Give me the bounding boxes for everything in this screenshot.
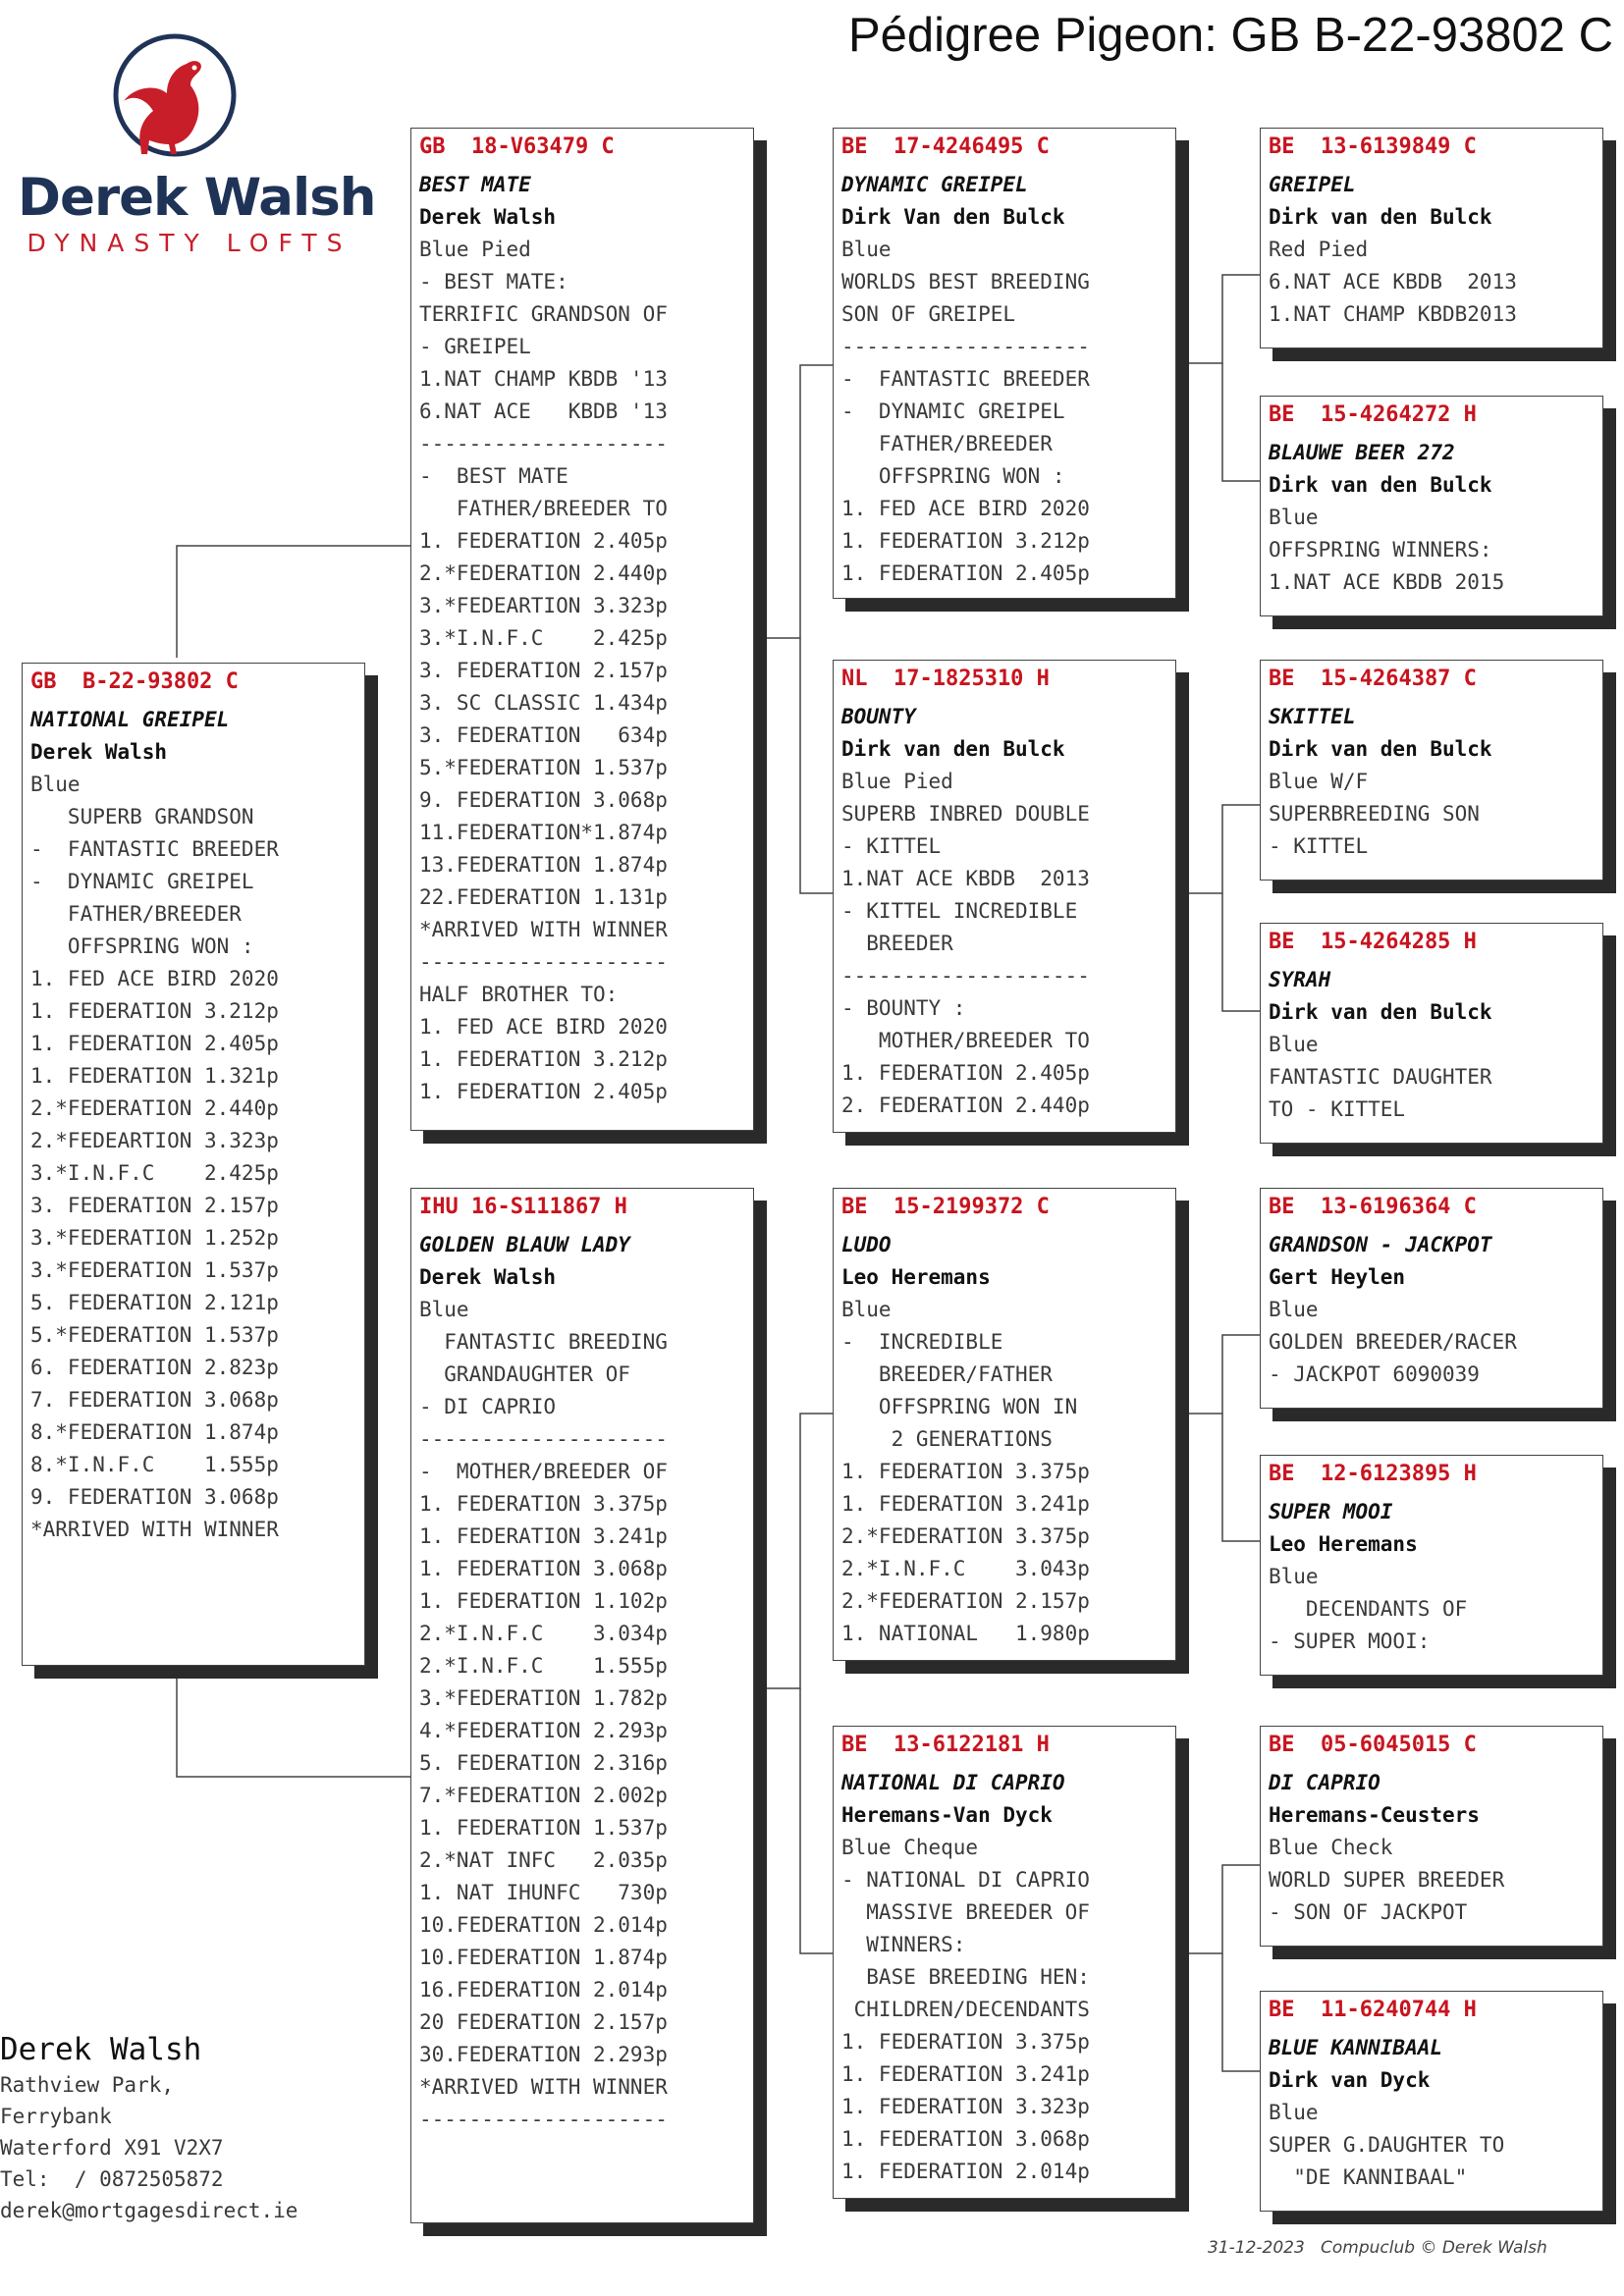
pedigree-line: Blue — [30, 773, 81, 796]
pedigree-line: 5. FEDERATION 2.121p — [30, 1291, 279, 1314]
pedigree-line: 11.FEDERATION*1.874p — [419, 821, 668, 844]
ring-number: BE 17-4246495 C — [841, 134, 1050, 159]
pedigree-line: 10.FEDERATION 2.014p — [419, 1913, 668, 1937]
pedigree-line: Blue — [841, 1298, 892, 1321]
pedigree-line: 2.*FEDERATION 2.440p — [419, 561, 668, 585]
pedigree-line: Blue — [1269, 1565, 1319, 1588]
pedigree-line: 2.*FEDEARTION 3.323p — [30, 1129, 279, 1152]
pedigree-lines — [419, 234, 745, 1108]
logo-subtitle: DYNASTY LOFTS — [27, 229, 352, 257]
pedigree-line: 2.*NAT INFC 2.035p — [419, 1848, 668, 1872]
pigeon-name: BOUNTY — [841, 705, 916, 728]
pedigree-card-ds — [833, 1188, 1176, 1661]
pedigree-line: 30.FEDERATION 2.293p — [419, 2043, 668, 2066]
ring-number: BE 15-4264272 H — [1269, 402, 1477, 427]
pedigree-line: SON OF GREIPEL — [841, 302, 1016, 326]
pedigree-lines — [841, 766, 1167, 1122]
ring-number: NL 17-1825310 H — [841, 667, 1050, 691]
pedigree-line: 1. FEDERATION 3.375p — [841, 2030, 1090, 2054]
pedigree-line: 1. FEDERATION 1.537p — [419, 1816, 668, 1840]
pedigree-line: FATHER/BREEDER — [30, 902, 242, 926]
pigeon-name: LUDO — [841, 1233, 892, 1256]
pedigree-line: - FANTASTIC BREEDER — [30, 837, 279, 861]
footer-credit: 31-12-2023 Compuclub © Derek Walsh — [1208, 2238, 1547, 2258]
pedigree-card-sss — [1260, 128, 1603, 348]
pedigree-card-sd — [833, 660, 1176, 1133]
pedigree-line: OFFSPRING WINNERS: — [1269, 538, 1492, 561]
breeder-name: Derek Walsh — [419, 205, 557, 229]
pedigree-line: 1. FEDERATION 2.405p — [30, 1032, 279, 1055]
pedigree-line: - KITTEL INCREDIBLE — [841, 899, 1078, 923]
breeder-name: Derek Walsh — [30, 740, 168, 764]
pigeon-name: DI CAPRIO — [1269, 1771, 1380, 1794]
pedigree-line: 3.*I.N.F.C 2.425p — [30, 1161, 279, 1185]
pedigree-line: GRANDAUGHTER OF — [419, 1362, 630, 1386]
pedigree-lines — [841, 1294, 1167, 1650]
pedigree-line: 20 FEDERATION 2.157p — [419, 2010, 668, 2034]
pedigree-lines — [841, 1832, 1167, 2188]
pedigree-line: 3. FEDERATION 2.157p — [30, 1194, 279, 1217]
pedigree-line: 2. FEDERATION 2.440p — [841, 1094, 1090, 1117]
pedigree-line: 2.*FEDERATION 2.440p — [30, 1096, 279, 1120]
pedigree-line: 3.*FEDERATION 1.782p — [419, 1686, 668, 1710]
ring-number: GB 18-V63479 C — [419, 134, 615, 159]
pedigree-line: 13.FEDERATION 1.874p — [419, 853, 668, 877]
pedigree-line: -------------------- — [419, 1427, 668, 1451]
contact-email: derek@mortgagesdirect.ie — [0, 2199, 298, 2222]
pedigree-line: 2.*FEDERATION 2.157p — [841, 1589, 1090, 1613]
pedigree-line: - DI CAPRIO — [419, 1395, 557, 1418]
pedigree-line: -------------------- — [841, 335, 1090, 358]
pedigree-line: 1. FEDERATION 3.212p — [419, 1047, 668, 1071]
pedigree-card-subject — [22, 663, 365, 1666]
pedigree-line: 2.*FEDERATION 3.375p — [841, 1524, 1090, 1548]
pedigree-line: 7.*FEDERATION 2.002p — [419, 1784, 668, 1807]
pedigree-line: Blue Pied — [419, 238, 531, 261]
pedigree-line: - DYNAMIC GREIPEL — [30, 870, 254, 893]
pedigree-line: 1. FED ACE BIRD 2020 — [30, 967, 279, 990]
pedigree-line: CHILDREN/DECENDANTS — [841, 1998, 1090, 2021]
pedigree-line: - NATIONAL DI CAPRIO — [841, 1868, 1090, 1892]
pigeon-name: GREIPEL — [1269, 173, 1356, 196]
pedigree-line: *ARRIVED WITH WINNER — [419, 2075, 668, 2099]
pedigree-line: - BOUNTY : — [841, 996, 966, 1020]
pedigree-line: 1. FEDERATION 3.241p — [419, 1524, 668, 1548]
pedigree-card-dss — [1260, 1188, 1603, 1409]
pedigree-line: *ARRIVED WITH WINNER — [30, 1518, 279, 1541]
breeder-name: Dirk van den Bulck — [1269, 473, 1492, 497]
pigeon-name: DYNAMIC GREIPEL — [841, 173, 1028, 196]
pedigree-line: 1. FEDERATION 3.212p — [30, 999, 279, 1023]
pedigree-line: 1. FED ACE BIRD 2020 — [841, 497, 1090, 520]
pedigree-line: Red Pied — [1269, 238, 1369, 261]
pedigree-line: Blue — [1269, 506, 1319, 529]
pigeon-name: SYRAH — [1269, 968, 1331, 991]
pedigree-line: "DE KANNIBAAL" — [1269, 2165, 1468, 2189]
ring-number: BE 13-6139849 C — [1269, 134, 1477, 159]
pedigree-line: 3. FEDERATION 634p — [419, 723, 668, 747]
breeder-name: Leo Heremans — [1269, 1532, 1418, 1556]
pedigree-line: WORLD SUPER BREEDER — [1269, 1868, 1505, 1892]
pedigree-line: FATHER/BREEDER TO — [419, 497, 668, 520]
pigeon-name: SUPER MOOI — [1269, 1500, 1393, 1523]
pedigree-line: 3.*FEDERATION 1.537p — [30, 1258, 279, 1282]
ring-number: IHU 16-S111867 H — [419, 1195, 627, 1219]
breeder-name: Dirk van den Bulck — [1269, 737, 1492, 761]
pedigree-line: 3.*FEDEARTION 3.323p — [419, 594, 668, 617]
pedigree-line: - JACKPOT 6090039 — [1269, 1362, 1480, 1386]
pedigree-line: SUPERBREEDING SON — [1269, 802, 1480, 826]
pedigree-line: 8.*I.N.F.C 1.555p — [30, 1453, 279, 1476]
pedigree-line: Blue Cheque — [841, 1836, 979, 1859]
pedigree-line: WORLDS BEST BREEDING — [841, 270, 1090, 294]
pedigree-line: - KITTEL — [841, 834, 942, 858]
pedigree-line: TO - KITTEL — [1269, 1097, 1406, 1121]
breeder-name: Dirk van den Bulck — [1269, 1000, 1492, 1024]
ring-number: BE 11-6240744 H — [1269, 1998, 1477, 2022]
pedigree-lines — [30, 769, 356, 1546]
pedigree-line: OFFSPRING WON : — [30, 934, 254, 958]
contact-address-line: Rathview Park, — [0, 2073, 175, 2097]
pedigree-line: Blue — [419, 1298, 469, 1321]
breeder-name: Heremans-Van Dyck — [841, 1803, 1053, 1827]
pedigree-line: - BEST MATE: — [419, 270, 568, 294]
ring-number: BE 15-4264285 H — [1269, 930, 1477, 954]
pigeon-name: GRANDSON - JACKPOT — [1269, 1233, 1492, 1256]
pedigree-line: 1. FEDERATION 2.405p — [841, 1061, 1090, 1085]
pedigree-line: HALF BROTHER TO: — [419, 983, 619, 1006]
pedigree-card-dam — [410, 1188, 754, 2223]
ring-number: BE 15-4264387 C — [1269, 667, 1477, 691]
pedigree-line: 1.NAT CHAMP KBDB '13 — [419, 367, 668, 391]
pedigree-line: -------------------- — [419, 950, 668, 974]
pedigree-line: 8.*FEDERATION 1.874p — [30, 1420, 279, 1444]
pedigree-line: DECENDANTS OF — [1269, 1597, 1468, 1621]
pedigree-line: FATHER/BREEDER — [841, 432, 1053, 455]
pedigree-line: 22.FEDERATION 1.131p — [419, 885, 668, 909]
breeder-name: Dirk van den Bulck — [841, 737, 1065, 761]
pedigree-line: - SUPER MOOI: — [1269, 1629, 1431, 1653]
ring-number: GB B-22-93802 C — [30, 669, 239, 694]
pedigree-line: 6. FEDERATION 2.823p — [30, 1356, 279, 1379]
pedigree-line: 1. FEDERATION 3.068p — [841, 2127, 1090, 2151]
pedigree-line: 1. FEDERATION 3.375p — [419, 1492, 668, 1516]
pedigree-line: 7. FEDERATION 3.068p — [30, 1388, 279, 1412]
pedigree-line: 5.*FEDERATION 1.537p — [419, 756, 668, 779]
breeder-name: Dirk Van den Bulck — [841, 205, 1065, 229]
pedigree-line: 1. FEDERATION 2.014p — [841, 2160, 1090, 2183]
pedigree-line: 1. FEDERATION 3.375p — [841, 1460, 1090, 1483]
pigeon-name: GOLDEN BLAUW LADY — [419, 1233, 630, 1256]
pedigree-line: 1. FEDERATION 1.321p — [30, 1064, 279, 1088]
pedigree-line: 16.FEDERATION 2.014p — [419, 1978, 668, 2002]
pedigree-line: - INCREDIBLE — [841, 1330, 1003, 1354]
pedigree-line: 1. FEDERATION 2.405p — [419, 529, 668, 553]
pedigree-line: TERRIFIC GRANDSON OF — [419, 302, 668, 326]
pigeon-name: NATIONAL DI CAPRIO — [841, 1771, 1065, 1794]
pedigree-line: - GREIPEL — [419, 335, 531, 358]
pedigree-line: 4.*FEDERATION 2.293p — [419, 1719, 668, 1742]
pedigree-line: 3.*FEDERATION 1.252p — [30, 1226, 279, 1250]
pigeon-name: BLUE KANNIBAAL — [1269, 2036, 1443, 2059]
pedigree-line: 2 GENERATIONS — [841, 1427, 1053, 1451]
pedigree-line: BREEDER — [841, 932, 953, 955]
pedigree-line: -------------------- — [841, 964, 1090, 988]
pedigree-line: 1. FEDERATION 3.323p — [841, 2095, 1090, 2118]
pedigree-line: 1. FEDERATION 3.241p — [841, 2062, 1090, 2086]
pedigree-line: 1. NAT IHUNFC 730p — [419, 1881, 668, 1904]
pedigree-line: 9. FEDERATION 3.068p — [419, 788, 668, 812]
pedigree-line: 1. FEDERATION 2.405p — [841, 561, 1090, 585]
pedigree-line: GOLDEN BREEDER/RACER — [1269, 1330, 1517, 1354]
pedigree-line: Blue W/F — [1269, 770, 1369, 793]
pedigree-card-dd — [833, 1726, 1176, 2199]
pedigree-line: 2.*I.N.F.C 1.555p — [419, 1654, 668, 1678]
pedigree-lines — [841, 234, 1167, 590]
pedigree-line: 2.*I.N.F.C 3.034p — [419, 1622, 668, 1645]
pedigree-line: BREEDER/FATHER — [841, 1362, 1053, 1386]
pedigree-line: 1.NAT ACE KBDB 2015 — [1269, 570, 1505, 594]
pedigree-line: 1. FEDERATION 3.068p — [419, 1557, 668, 1580]
breeder-name: Heremans-Ceusters — [1269, 1803, 1480, 1827]
pedigree-line: 3. SC CLASSIC 1.434p — [419, 691, 668, 715]
logo-name: Derek Walsh — [18, 168, 376, 228]
contact-block — [0, 2030, 298, 2226]
pedigree-line: 5. FEDERATION 2.316p — [419, 1751, 668, 1775]
pedigree-line: 1. FED ACE BIRD 2020 — [419, 1015, 668, 1039]
ring-number: BE 05-6045015 C — [1269, 1733, 1477, 1757]
breeder-name: Derek Walsh — [419, 1265, 557, 1289]
pedigree-line: 2.*I.N.F.C 3.043p — [841, 1557, 1090, 1580]
pedigree-line: 1. FEDERATION 3.212p — [841, 529, 1090, 553]
ring-number: BE 13-6196364 C — [1269, 1195, 1477, 1219]
pedigree-line: - DYNAMIC GREIPEL — [841, 400, 1065, 423]
pedigree-line: 5.*FEDERATION 1.537p — [30, 1323, 279, 1347]
contact-address-line: Ferrybank — [0, 2105, 112, 2128]
breeder-name: Dirk van den Bulck — [1269, 205, 1492, 229]
pedigree-line: FANTASTIC BREEDING — [419, 1330, 668, 1354]
pedigree-line: WINNERS: — [841, 1933, 966, 1956]
pigeon-name: SKITTEL — [1269, 705, 1356, 728]
pedigree-line: 1. FEDERATION 3.241p — [841, 1492, 1090, 1516]
pigeon-name: NATIONAL GREIPEL — [30, 708, 230, 731]
pedigree-line: Blue — [841, 238, 892, 261]
breeder-name: Dirk van Dyck — [1269, 2068, 1431, 2092]
pedigree-line: - KITTEL — [1269, 834, 1369, 858]
pedigree-line: - SON OF JACKPOT — [1269, 1900, 1468, 1924]
pedigree-card-ssd — [1260, 396, 1603, 616]
pedigree-line: - BEST MATE — [419, 464, 568, 488]
pedigree-line: OFFSPRING WON : — [841, 464, 1065, 488]
pedigree-card-ddd — [1260, 1991, 1603, 2212]
pedigree-line: 3.*I.N.F.C 2.425p — [419, 626, 668, 650]
pedigree-line: 6.NAT ACE KBDB 2013 — [1269, 270, 1517, 294]
pedigree-line: -------------------- — [419, 432, 668, 455]
pedigree-line: 1.NAT ACE KBDB 2013 — [841, 867, 1090, 890]
pedigree-line: Blue — [1269, 2101, 1319, 2124]
pedigree-line: MOTHER/BREEDER TO — [841, 1029, 1090, 1052]
pedigree-line: SUPER G.DAUGHTER TO — [1269, 2133, 1505, 2157]
pedigree-line: - FANTASTIC BREEDER — [841, 367, 1090, 391]
ring-number: BE 13-6122181 H — [841, 1733, 1050, 1757]
pedigree-line: MASSIVE BREEDER OF — [841, 1900, 1090, 1924]
pedigree-card-sdd — [1260, 923, 1603, 1144]
pedigree-card-sds — [1260, 660, 1603, 881]
pedigree-card-dds — [1260, 1726, 1603, 1947]
ring-number: BE 12-6123895 H — [1269, 1462, 1477, 1486]
pedigree-line: 1.NAT CHAMP KBDB2013 — [1269, 302, 1517, 326]
pedigree-line: 9. FEDERATION 3.068p — [30, 1485, 279, 1509]
pedigree-lines — [419, 1294, 745, 2136]
pedigree-card-dsd — [1260, 1455, 1603, 1676]
pedigree-card-sire — [410, 128, 754, 1131]
contact-name: Derek Walsh — [0, 2032, 202, 2067]
pedigree-line: 1. NATIONAL 1.980p — [841, 1622, 1090, 1645]
breeder-name: Leo Heremans — [841, 1265, 991, 1289]
contact-phone: Tel: / 0872505872 — [0, 2167, 224, 2191]
pigeon-name: BLAUWE BEER 272 — [1269, 441, 1455, 464]
page-title: Pédigree Pigeon: GB B-22-93802 C — [847, 9, 1613, 62]
pedigree-line: 1. FEDERATION 2.405p — [419, 1080, 668, 1103]
breeder-name: Gert Heylen — [1269, 1265, 1406, 1289]
pedigree-line: Blue — [1269, 1033, 1319, 1056]
pedigree-line: SUPERB INBRED DOUBLE — [841, 802, 1090, 826]
pedigree-line: Blue Check — [1269, 1836, 1393, 1859]
pedigree-line: Blue Pied — [841, 770, 953, 793]
pedigree-line: SUPERB GRANDSON — [30, 805, 254, 828]
pedigree-line: 1. FEDERATION 1.102p — [419, 1589, 668, 1613]
ring-number: BE 15-2199372 C — [841, 1195, 1050, 1219]
pedigree-line: 10.FEDERATION 1.874p — [419, 1946, 668, 1969]
pedigree-line: 6.NAT ACE KBDB '13 — [419, 400, 668, 423]
pedigree-line: - MOTHER/BREEDER OF — [419, 1460, 668, 1483]
pedigree-line: FANTASTIC DAUGHTER — [1269, 1065, 1492, 1089]
pedigree-line: BASE BREEDING HEN: — [841, 1965, 1090, 1989]
pedigree-line: OFFSPRING WON IN — [841, 1395, 1078, 1418]
pigeon-name: BEST MATE — [419, 173, 531, 196]
pedigree-line: 3. FEDERATION 2.157p — [419, 659, 668, 682]
pedigree-line: -------------------- — [419, 2108, 668, 2131]
pedigree-card-ss — [833, 128, 1176, 599]
contact-address-line: Waterford X91 V2X7 — [0, 2136, 224, 2160]
pedigree-line: *ARRIVED WITH WINNER — [419, 918, 668, 941]
pedigree-line: Blue — [1269, 1298, 1319, 1321]
